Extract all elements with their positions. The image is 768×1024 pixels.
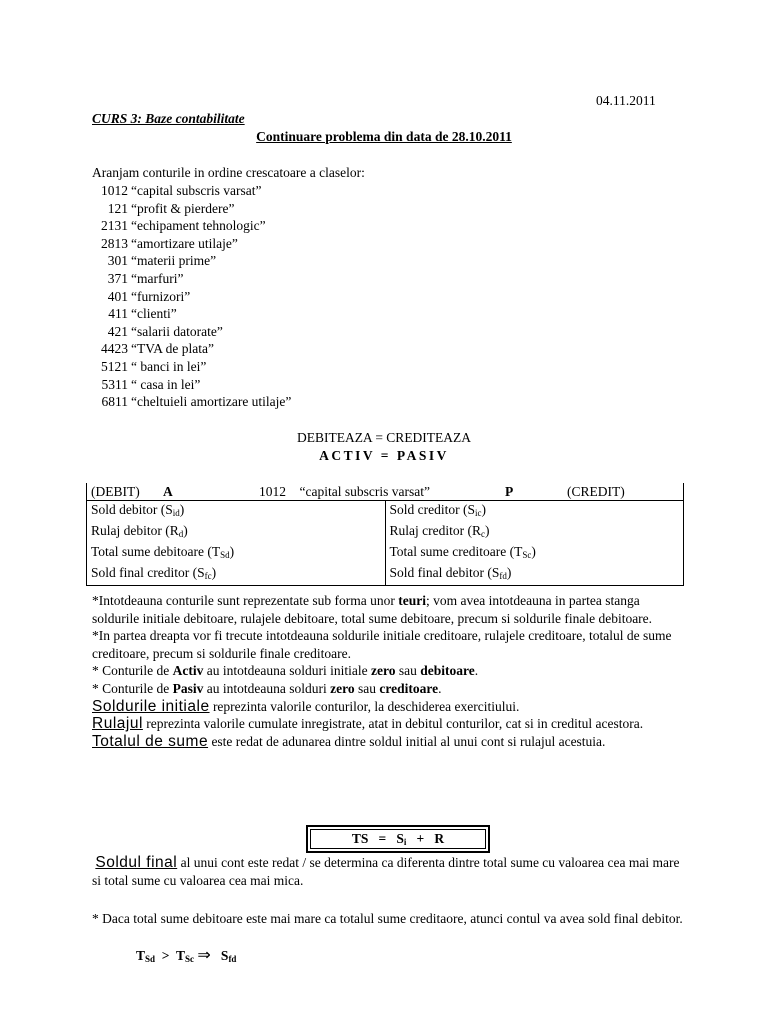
t-account-row bbox=[87, 522, 684, 543]
term-sold-final: Soldul final bbox=[95, 854, 178, 871]
account-name: “ casa in lei” bbox=[131, 376, 201, 392]
note-right-side: *In partea dreapta vor fi trecute intotdeauna soldurile initiale creditoare, rulajele creditoare, totalul de sume creditoare, precum si soldurile finale creditoare. bbox=[92, 628, 672, 661]
def-sold-final: Soldul final al unui cont este redat / se determina ca diferenta dintre total sume cu valoarea cea mai mare si total sume cu valoarea cea mai mica. bbox=[92, 854, 680, 888]
formula-box bbox=[306, 825, 490, 853]
account-name: “clienti” bbox=[131, 306, 177, 322]
def-rulajul: Rulajul reprezinta valorile cumulate inregistrate, atat in debitul conturilor, cat si in creditul acestora. bbox=[92, 715, 644, 733]
equation-line-1: DEBITEAZA = CREDITEAZA bbox=[296, 430, 472, 445]
course-title: CURS 3: Baze contabilitate bbox=[92, 111, 245, 126]
def-totalul-de-sume: Totalul de sume este redat de adunarea dintre soldul initial al unui cont si rulajul acestuia. bbox=[92, 732, 606, 750]
t-account-row bbox=[87, 564, 684, 586]
def-solduri-initiale: Soldurile initiale reprezinta valorile conturilor, la deschiderea exercitiului. bbox=[92, 697, 520, 715]
account-item bbox=[92, 217, 291, 235]
account-code: 2131 bbox=[101, 218, 128, 234]
note-pasiv: * Conturile de Pasiv au intotdeauna solduri zero sau creditoare. bbox=[92, 680, 442, 696]
t-account-header bbox=[87, 483, 684, 501]
account-item bbox=[92, 376, 291, 394]
notes-section bbox=[92, 592, 687, 750]
a-label: A bbox=[163, 484, 173, 499]
account-name: “salarii datorate” bbox=[131, 323, 223, 339]
account-code: 6811 bbox=[101, 394, 128, 410]
account-item bbox=[92, 235, 291, 253]
left-cell-2: Total sume debitoare $(T_{Sd})$ bbox=[87, 543, 386, 564]
account-item bbox=[92, 393, 291, 411]
formula-text: TS = $S_i$ + R bbox=[310, 829, 486, 849]
note-teuri: *Intotdeauna conturile sunt reprezentate sub forma unor teuri; vom avea intotdeauna in partea stanga soldurile initiale debitoare, rulajele debitoare, total sume debitoare, precum si soldurile finale debitoare. bbox=[92, 593, 653, 626]
account-name: “TVA de plata” bbox=[131, 341, 214, 357]
account-item bbox=[92, 270, 291, 288]
intro-text: Aranjam conturile in ordine crescatoare a claselor: bbox=[92, 165, 365, 180]
t-account-header-left bbox=[87, 483, 430, 501]
account-name: “capital subscris varsat” bbox=[131, 183, 262, 198]
account-code: 421 bbox=[107, 323, 128, 339]
account-code: 371 bbox=[107, 270, 128, 286]
account-code: 4423 bbox=[101, 341, 128, 357]
account-name: “amortizare utilaje” bbox=[131, 235, 238, 251]
left-cell-0: Sold debitor $(S_{id})$ bbox=[87, 501, 386, 523]
t-account-header-right bbox=[385, 483, 684, 501]
account-code: 121 bbox=[107, 200, 128, 216]
t-account-row bbox=[87, 543, 684, 564]
right-cell-1: Rulaj creditor $(R_c)$ bbox=[385, 522, 684, 543]
term-solduri-initiale: Soldurile initiale bbox=[92, 697, 210, 715]
document-subtitle: Continuare problema din data de 28.10.2011 bbox=[256, 129, 512, 144]
left-cell-1: Rulaj debitor $(R_d)$ bbox=[87, 522, 386, 543]
p-label: P bbox=[505, 484, 514, 499]
account-name: “cheltuieli amortizare utilaje” bbox=[131, 394, 292, 410]
right-cell-3: Sold final debitor $(S_{fd})$ bbox=[385, 564, 684, 586]
credit-label: (CREDIT) bbox=[567, 484, 625, 499]
term-rulajul: Rulajul bbox=[92, 715, 143, 733]
account-item bbox=[92, 288, 291, 306]
account-code: 5121 bbox=[101, 358, 128, 374]
account-code: 1012 bbox=[101, 183, 128, 198]
account-item bbox=[92, 323, 291, 341]
term-totalul-de-sume: Totalul de sume bbox=[92, 732, 209, 750]
accounts-list bbox=[92, 182, 291, 411]
account-code: 411 bbox=[108, 306, 128, 322]
account-name: “echipament tehnologic” bbox=[131, 218, 266, 234]
account-item bbox=[92, 200, 291, 218]
note-daca: * Daca total sume debitoare este mai mare ca totalul sume creditaore, atunci contul va avea sold final debitor. bbox=[92, 911, 683, 926]
account-name: 1012 “capital subscris varsat” bbox=[259, 484, 430, 499]
account-code: 2813 bbox=[101, 235, 128, 251]
right-cell-2: Total sume creditoare $(T_{Sc})$ bbox=[385, 543, 684, 564]
note-activ: * Conturile de Activ au intotdeauna solduri initiale zero sau debitoare. bbox=[92, 663, 479, 679]
equation-line-2: ACTIV = PASIV bbox=[319, 448, 449, 463]
account-name: “ banci in lei” bbox=[131, 358, 207, 374]
inequality-formula: $T_{Sd} > T_{Sc}$ ⇒ $S_{fd}$ bbox=[136, 947, 237, 964]
account-name: “profit & pierdere” bbox=[131, 200, 235, 216]
left-cell-3: Sold final creditor $(S_{fc})$ bbox=[87, 564, 386, 586]
account-item bbox=[92, 358, 291, 376]
account-name: “materii prime” bbox=[131, 253, 217, 269]
t-account-row bbox=[87, 501, 684, 523]
account-code: 5311 bbox=[101, 376, 128, 392]
account-item bbox=[92, 305, 291, 323]
account-name: “furnizori” bbox=[131, 288, 191, 304]
account-item bbox=[92, 340, 291, 358]
account-item bbox=[92, 182, 291, 200]
account-item bbox=[92, 252, 291, 270]
t-account-table bbox=[86, 483, 684, 586]
right-cell-0: Sold creditor $(S_{ic})$ bbox=[385, 501, 684, 523]
account-name: “marfuri” bbox=[131, 270, 184, 286]
account-code: 301 bbox=[107, 253, 128, 269]
account-code: 401 bbox=[107, 288, 128, 304]
document-date: 04.11.2011 bbox=[596, 93, 656, 108]
debit-label: (DEBIT) bbox=[91, 484, 140, 499]
